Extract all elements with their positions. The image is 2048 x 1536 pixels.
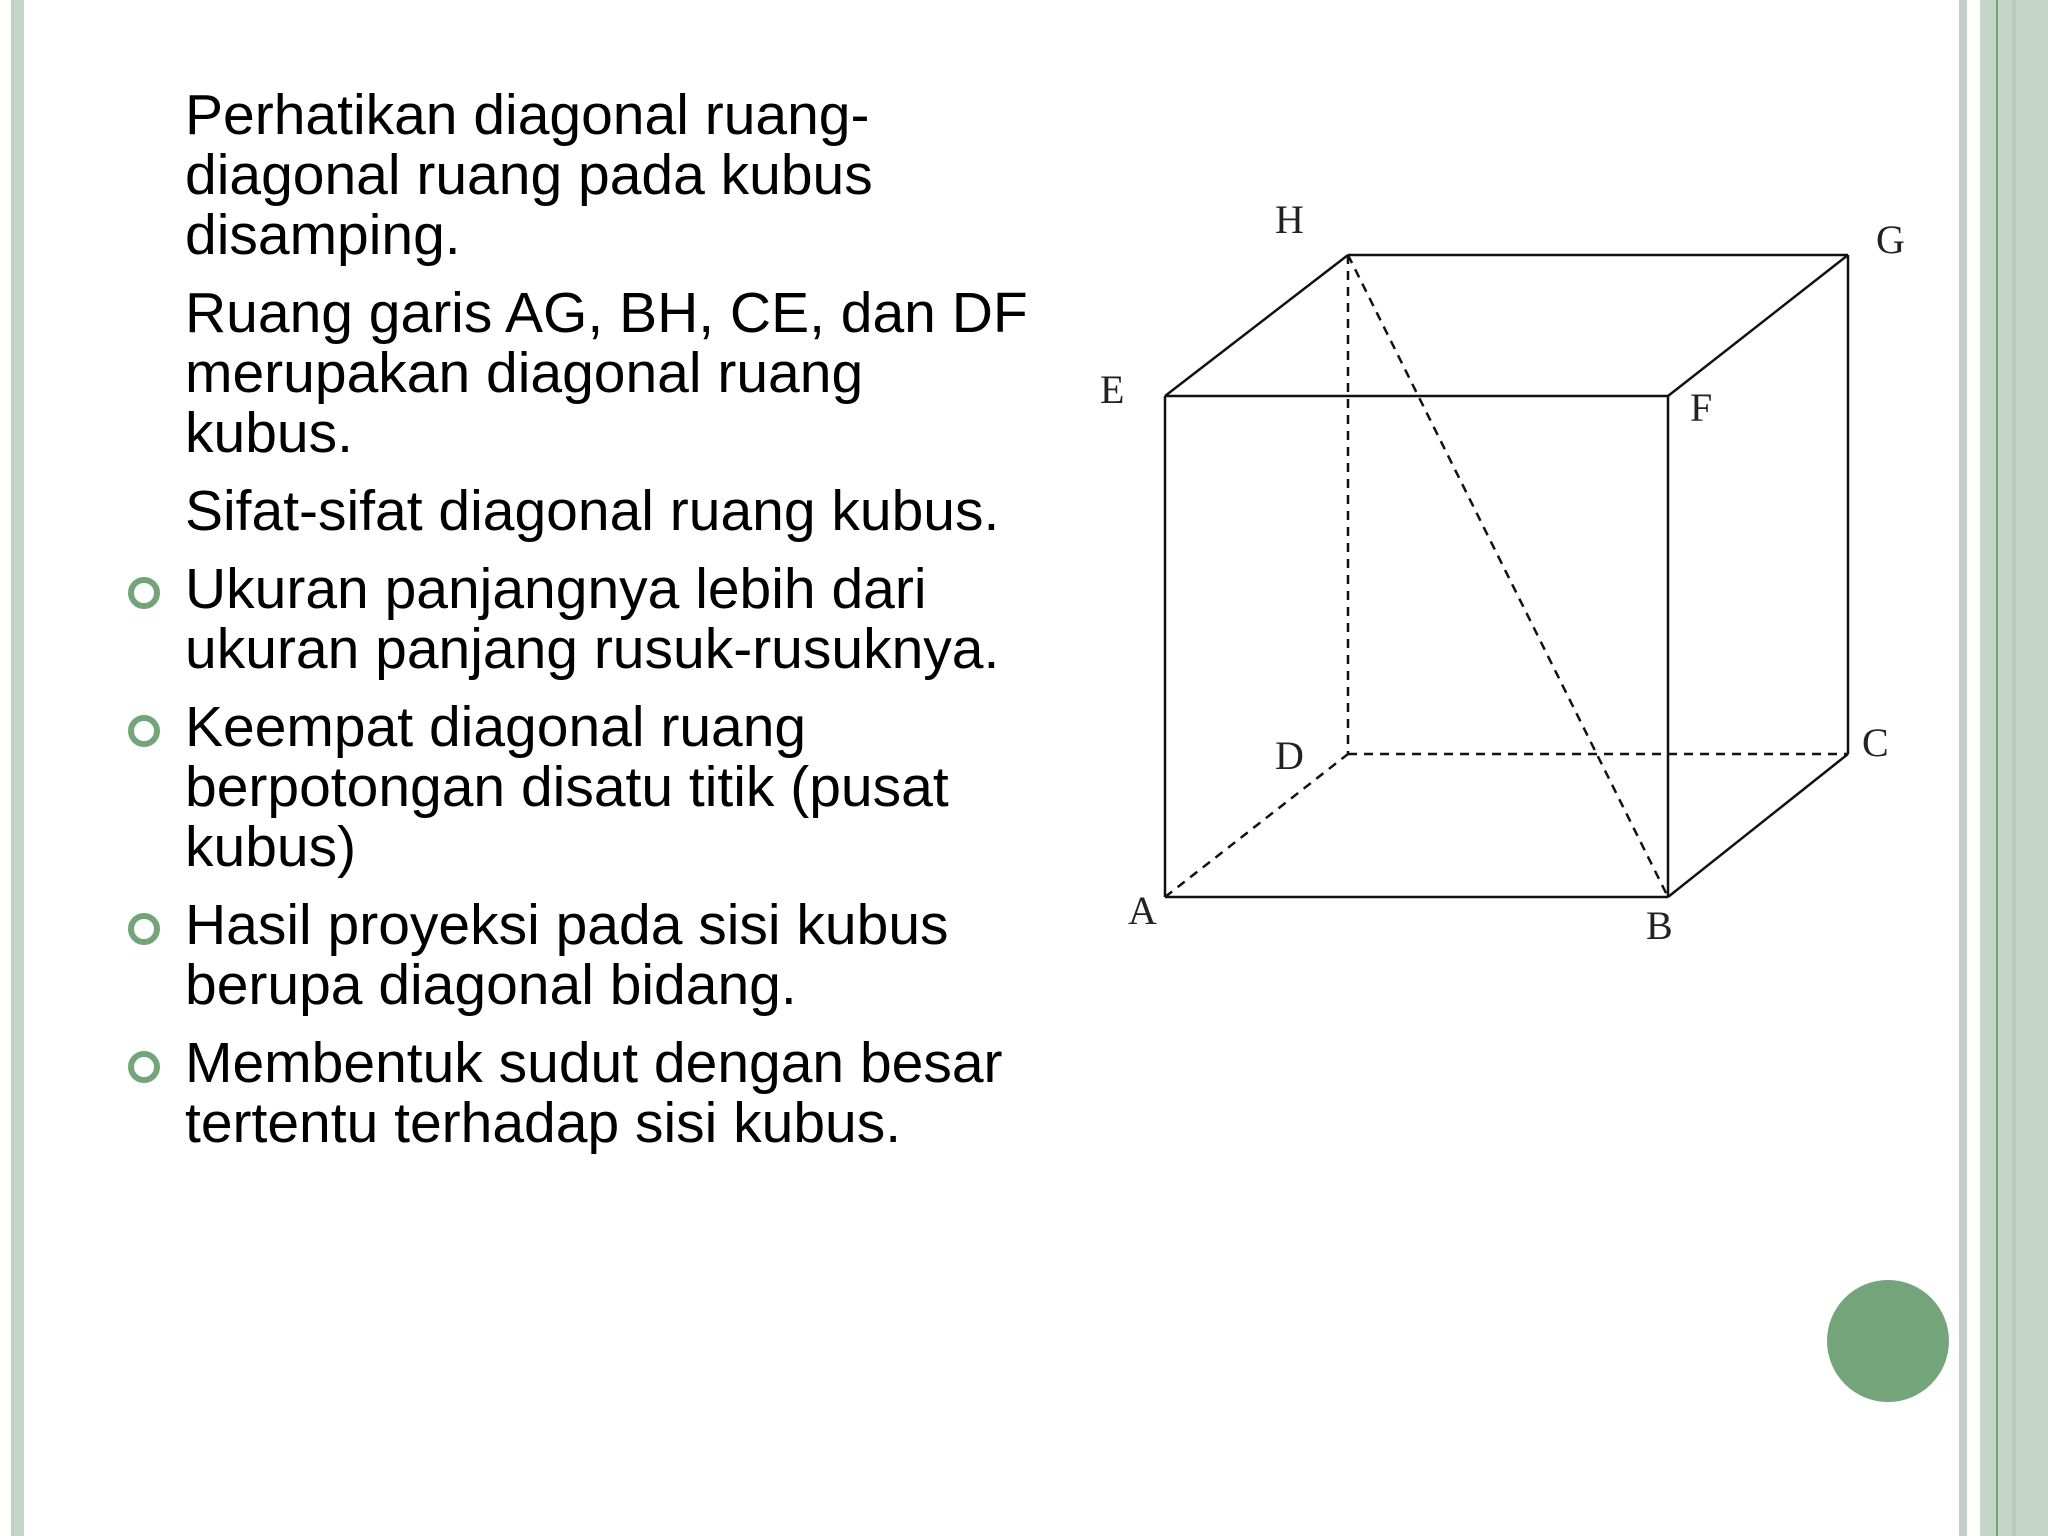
edge-AD [1165, 754, 1348, 897]
bullet-text: Ukuran panjangnya lebih dari ukuran panjang rusuk-rusuknya. [185, 557, 1000, 681]
edge-BC [1668, 754, 1848, 897]
label-H: H [1275, 197, 1304, 242]
label-F: F [1690, 385, 1713, 430]
bullet-text: Hasil proyeksi pada sisi kubus berupa diagonal bidang. [185, 893, 949, 1017]
bullet-text: Membentuk sudut dengan besar tertentu terhadap sisi kubus. [185, 1031, 1003, 1155]
paragraph-text: Perhatikan diagonal ruang-diagonal ruang pada kubus disamping. [185, 83, 873, 267]
label-A: A [1128, 888, 1157, 933]
paragraph-text: Sifat-sifat diagonal ruang kubus. [185, 479, 1000, 543]
label-D: D [1275, 733, 1304, 778]
edge-FG [1668, 255, 1848, 396]
diagonal-BH [1348, 255, 1668, 897]
label-E: E [1100, 367, 1125, 412]
bullet-text: Keempat diagonal ruang berpotongan disatu titik (pusat kubus) [185, 695, 949, 879]
label-G: G [1876, 217, 1905, 262]
paragraph-text: Ruang garis AG, BH, CE, dan DF merupakan diagonal ruang kubus. [185, 281, 1028, 465]
label-C: C [1862, 720, 1889, 765]
edge-EH [1165, 255, 1348, 396]
decorative-circle [1827, 1280, 1949, 1402]
label-B: B [1646, 903, 1673, 948]
